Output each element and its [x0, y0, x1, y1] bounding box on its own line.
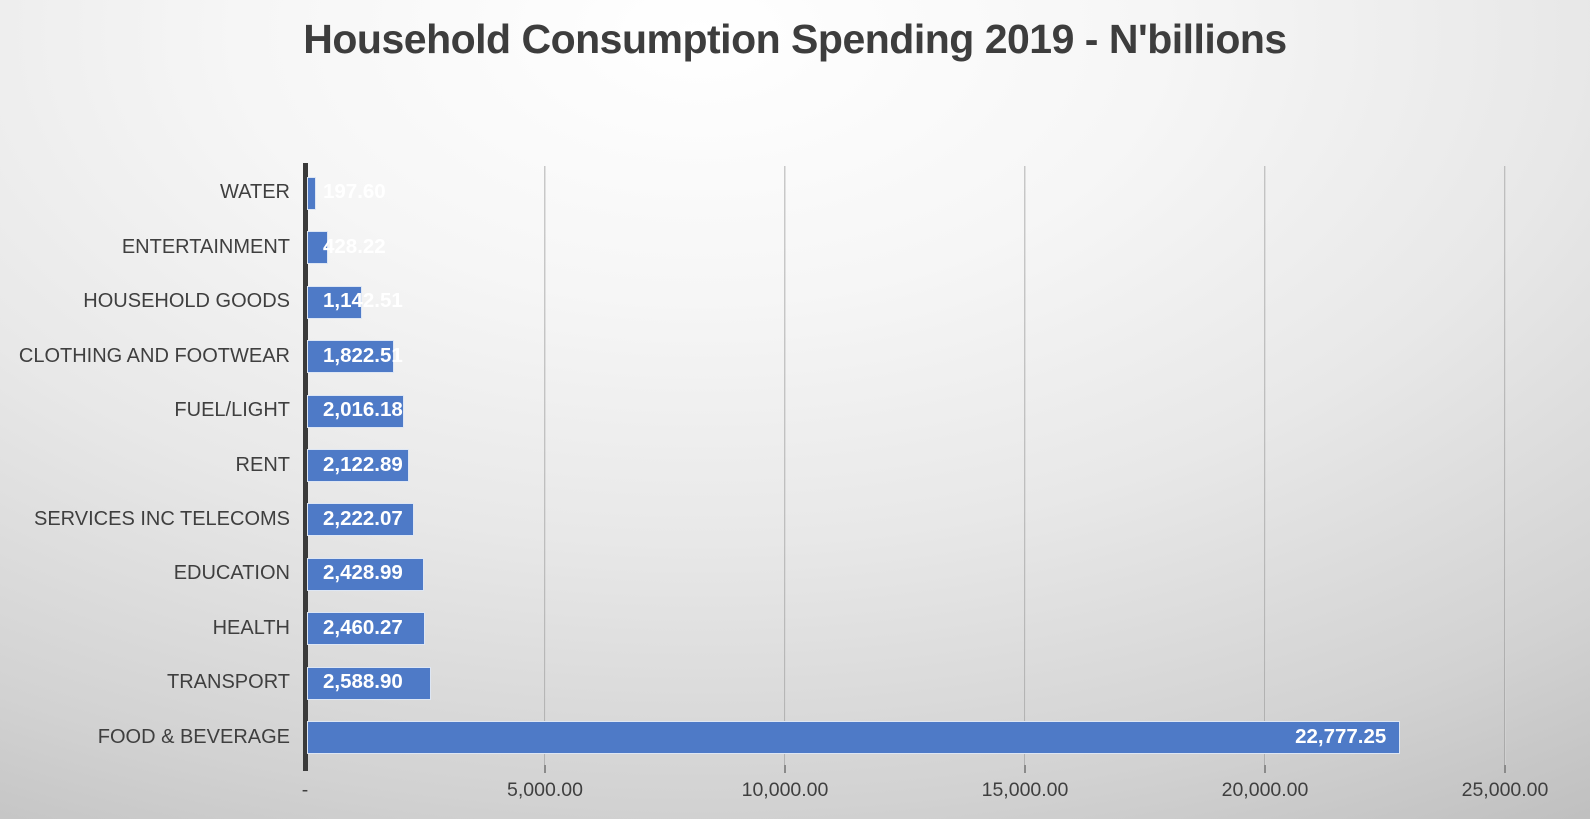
bar-value-label: 2,588.90: [323, 670, 403, 694]
gridline: [1264, 166, 1266, 765]
axis-tick-mark: [1024, 765, 1026, 773]
bar-value-label: 2,122.89: [323, 452, 403, 476]
bar-value-label: 2,460.27: [323, 615, 403, 639]
gridline: [544, 166, 546, 765]
axis-tick-mark: [1264, 765, 1266, 773]
category-label: ENTERTAINMENT: [121, 235, 290, 258]
bar-value-label: 2,016.18: [323, 398, 403, 422]
category-label: EDUCATION: [173, 562, 290, 585]
bar: [307, 721, 1400, 754]
category-label: SERVICES INC TELECOMS: [34, 507, 290, 530]
category-label: FUEL/LIGHT: [174, 399, 290, 422]
bar-value-label: 1,142.51: [323, 289, 403, 313]
gridline: [1504, 166, 1506, 765]
x-axis-tick-label: 10,000.00: [741, 779, 829, 801]
axis-tick-mark: [1504, 765, 1506, 773]
bar-value-label: 1,822.51: [323, 343, 403, 367]
x-axis-tick-label: 20,000.00: [1221, 779, 1309, 801]
category-label: RENT: [235, 453, 290, 476]
bar-value-label: 2,428.99: [323, 561, 403, 585]
bar-value-label: 22,777.25: [1295, 724, 1387, 748]
gridline: [1024, 166, 1026, 765]
bar-value-label: 428.22: [323, 234, 386, 258]
category-label: FOOD & BEVERAGE: [97, 725, 290, 748]
chart-title: Household Consumption Spending 2019 - N'billions: [303, 16, 1287, 62]
category-label: HOUSEHOLD GOODS: [83, 290, 290, 313]
bar: [307, 177, 316, 210]
category-label: CLOTHING AND FOOTWEAR: [18, 344, 290, 367]
x-axis-tick-label: 5,000.00: [507, 779, 583, 801]
x-axis-tick-label: 15,000.00: [981, 779, 1069, 801]
x-axis-tick-label: -: [301, 779, 309, 801]
axis-tick-mark: [784, 765, 786, 773]
category-label: WATER: [220, 181, 290, 204]
bar-value-label: 197.60: [323, 180, 386, 204]
axis-tick-mark: [544, 765, 546, 773]
bar-value-label: 2,222.07: [323, 506, 403, 530]
gridline: [784, 166, 786, 765]
category-label: HEALTH: [212, 616, 290, 639]
category-label: TRANSPORT: [167, 671, 290, 694]
x-axis-tick-label: 25,000.00: [1461, 779, 1549, 801]
